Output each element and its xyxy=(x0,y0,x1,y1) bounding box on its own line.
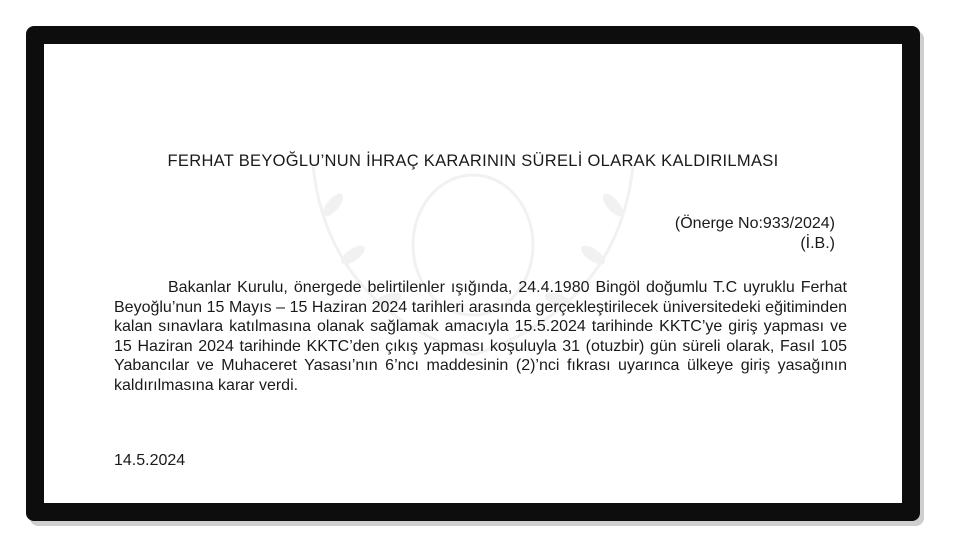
reference-block xyxy=(675,214,835,254)
document-date: 14.5.2024 xyxy=(114,452,186,469)
initials: (İ.B.) xyxy=(800,235,835,252)
document-frame xyxy=(26,26,920,521)
document-title: FERHAT BEYOĞLU’NUN İHRAÇ KARARININ SÜRELİ OLARAK KALDIRILMASI xyxy=(167,152,779,170)
motion-number: (Önerge No:933/2024) xyxy=(674,215,835,232)
decision-paragraph: Bakanlar Kurulu, önergede belirtilenler ışığında, 24.4.1980 Bingöl doğumlu T.C uyruklu Ferhat Beyoğlu’nun 15 Mayıs – 15 Haziran 2024 tarihleri arasında gerçekleştirilecek üniversitedeki eğitiminden kalan sınavlara katılmasına olanak sağlamak amacıyla 15.5.2024 tarihinde KKTC’ye giriş yapması ve 15 Haziran 2024 tarihinde KKTC’den çıkış yapması koşuluyla 31 (otuzbir) gün süreli olarak, Fasıl 105 Yabancılar ve Muhaceret Yasası’nın 6’ncı maddesinin (2)’nci fıkrası uyarınca ülkeye giriş yasağının kaldırılmasına karar verdi. xyxy=(114,279,847,394)
